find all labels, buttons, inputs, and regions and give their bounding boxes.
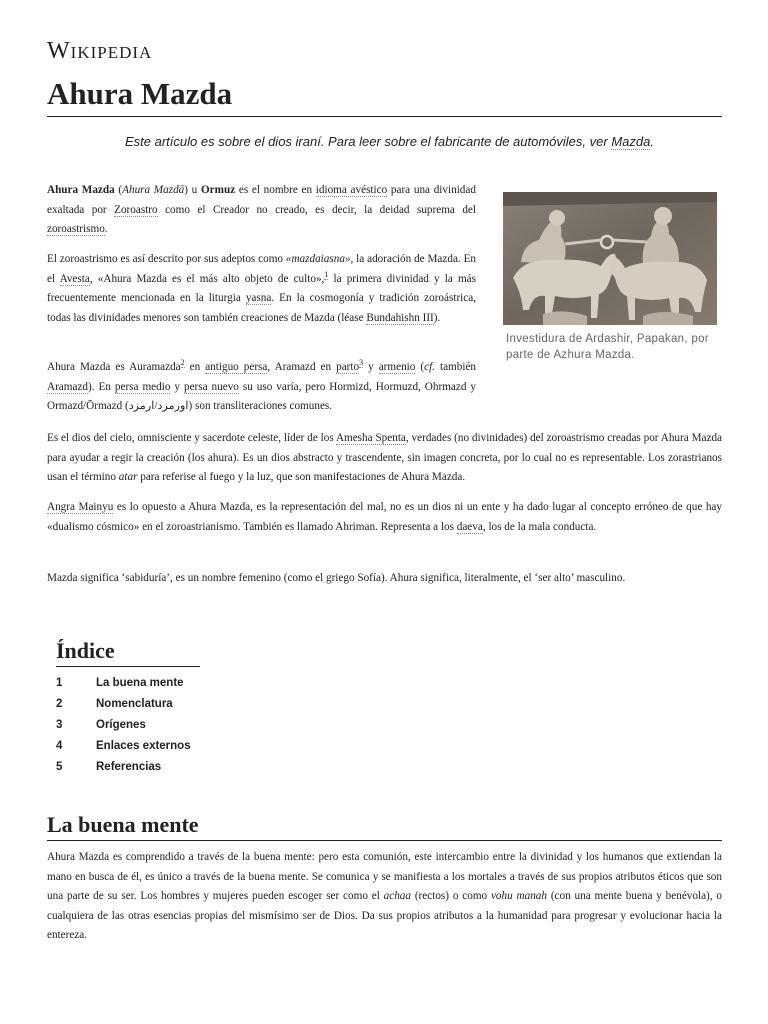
toc-label[interactable]: Orígenes — [96, 719, 146, 731]
toc-label[interactable]: Referencias — [96, 761, 162, 773]
paragraph-etymology: Mazda significa ‘sabiduría’, es un nombre femenino (como el griego Sofía). Ahura significa, literalmente, el ‘ser alto’ masculino. — [47, 572, 626, 584]
toc-item[interactable] — [56, 757, 316, 778]
toc-label[interactable]: Nomenclatura — [96, 698, 173, 710]
link-parto[interactable]: parto — [336, 361, 360, 373]
toc-number: 4 — [56, 740, 63, 752]
link-yasna[interactable]: yasna — [245, 292, 272, 304]
link-avesta[interactable]: Avesta — [59, 272, 90, 285]
link-antiguo-persa[interactable]: antiguo persa — [205, 361, 268, 373]
link-bundahishn[interactable]: Bundahishn III — [366, 311, 434, 324]
toc-item[interactable] — [56, 715, 316, 736]
toc-title: Índice — [56, 638, 200, 667]
toc-number: 2 — [56, 698, 63, 710]
toc-item[interactable] — [56, 736, 316, 757]
toc-item[interactable] — [56, 694, 316, 715]
link-persa-nuevo[interactable]: persa nuevo — [183, 380, 239, 393]
link-persa-medio[interactable]: persa medio — [114, 380, 171, 393]
toc-label[interactable]: La buena mente — [96, 677, 184, 689]
link-amesha-spenta[interactable]: Amesha Spenta — [335, 432, 406, 444]
link-zoroastrismo[interactable]: zoroastrismo — [47, 223, 105, 235]
paragraph-angra-mainyu: Angra Mainyu es lo opuesto a Ahura Mazda, es la representación del mal, no es un dios ni un ente y ha dado lugar al concepto erróneo de que hay «dualismo cósmico» en el zoroastrianismo. También es llamado Ahriman. Representa a los daeva, los de la mala conducta. — [47, 501, 722, 533]
link-idioma-avestico[interactable]: idioma avéstico — [315, 184, 388, 196]
link-mazda[interactable]: Mazda — [611, 134, 651, 149]
toc-number: 5 — [56, 761, 63, 773]
page-title: Ahura Mazda — [47, 76, 722, 117]
ref-3[interactable]: 3 — [359, 358, 364, 368]
link-angra-mainyu[interactable]: Angra Mainyu — [47, 501, 114, 513]
paragraph-buena-mente: Ahura Mazda es comprendido a través de la buena mente: pero esta comunión, este intercambio entre la divinidad y los humanos que extiendan la mano en busca de él, es único a través de la buena mente. Se comunica y se manifiesta a los mortales a través de sus propios atributos éticos que son una parte de su ser. Los hombres y mujeres pueden escoger ser como el achaa (rectos) o como vohu manah (con una mente buena y benévola), o cualquiera de las otras esencias propias del mismísimo ser de Dios. Da sus propios atributos a la humanidad para progresar y evolucionar hacia la entereza. — [47, 851, 722, 941]
link-armenio[interactable]: armenio — [378, 361, 416, 373]
toc-number: 1 — [56, 677, 63, 689]
ref-2[interactable]: 2 — [180, 358, 185, 368]
link-zoroastro[interactable]: Zoroastro — [114, 203, 158, 216]
link-aramazd[interactable]: Aramazd — [47, 380, 88, 393]
link-daeva[interactable]: daeva — [456, 520, 483, 533]
paragraph-intro: Ahura Mazda (Ahura Mazdā) u Ormuz es el nombre en idioma avéstico para una divinidad exaltada por Zoroastro como el Creador no creado, es decir, la deidad suprema del zoroastrismo. — [47, 184, 476, 235]
relief-image[interactable] — [503, 192, 717, 325]
table-of-contents — [56, 638, 316, 778]
toc-item[interactable] — [56, 673, 316, 694]
paragraph-sky-god: Es el dios del cielo, omnisciente y sacerdote celeste, líder de los Amesha Spenta, verdades (no divinidades) del zoroastrismo creadas por Ahura Mazda para ayudar a regir la creación (los ahura). Es un dios abstracto y trascendente, sin imagen concreta, por lo cual no es representable. Los zorastrianos usan el término atar para referise al fuego y la luz, que son manifestaciones de Ahura Mazda. — [47, 432, 723, 483]
paragraph-mazdaiasna: El zoroastrismo es así descrito por sus adeptos como «mazdaiasna», la adoración de Mazda. En el Avesta, «Ahura Mazda es el más alto objeto de culto»,$^1$ la primera divinidad y la más frecuentemente mencionada en la liturgia yasna. En la cosmogonía y tradición zoroástrica, todas las divinidades menores son también creaciones de Mazda (léase Bundahishn III). — [47, 253, 477, 324]
ref-1[interactable]: 1 — [324, 269, 329, 279]
hatnote: Este artículo es sobre el dios iraní. Para leer sobre el fabricante de automóviles, ver Mazda. — [125, 134, 654, 149]
toc-number: 3 — [56, 719, 63, 731]
paragraph-names: Ahura Mazda es Auramazda$^2$ en antiguo persa, Aramazd en parto$^3$ y armenio (cf. también Aramazd). En persa medio y persa nuevo su uso varía, pero Hormizd, Hormuzd, Ohrmazd y Ormazd/Ōrmazd (اورمزد/ارمزد) son transliteraciones comunes. — [47, 358, 477, 412]
wikipedia-wordmark[interactable]: Wikipedia — [47, 38, 153, 64]
toc-label[interactable]: Enlaces externos — [96, 740, 191, 752]
figure-relief — [503, 192, 717, 363]
toc-list — [56, 673, 316, 778]
figure-caption: Investidura de Ardashir, Papakan, por parte de Azhura Mazda. — [506, 333, 709, 361]
section-heading-la-buena-mente: La buena mente — [47, 812, 722, 841]
